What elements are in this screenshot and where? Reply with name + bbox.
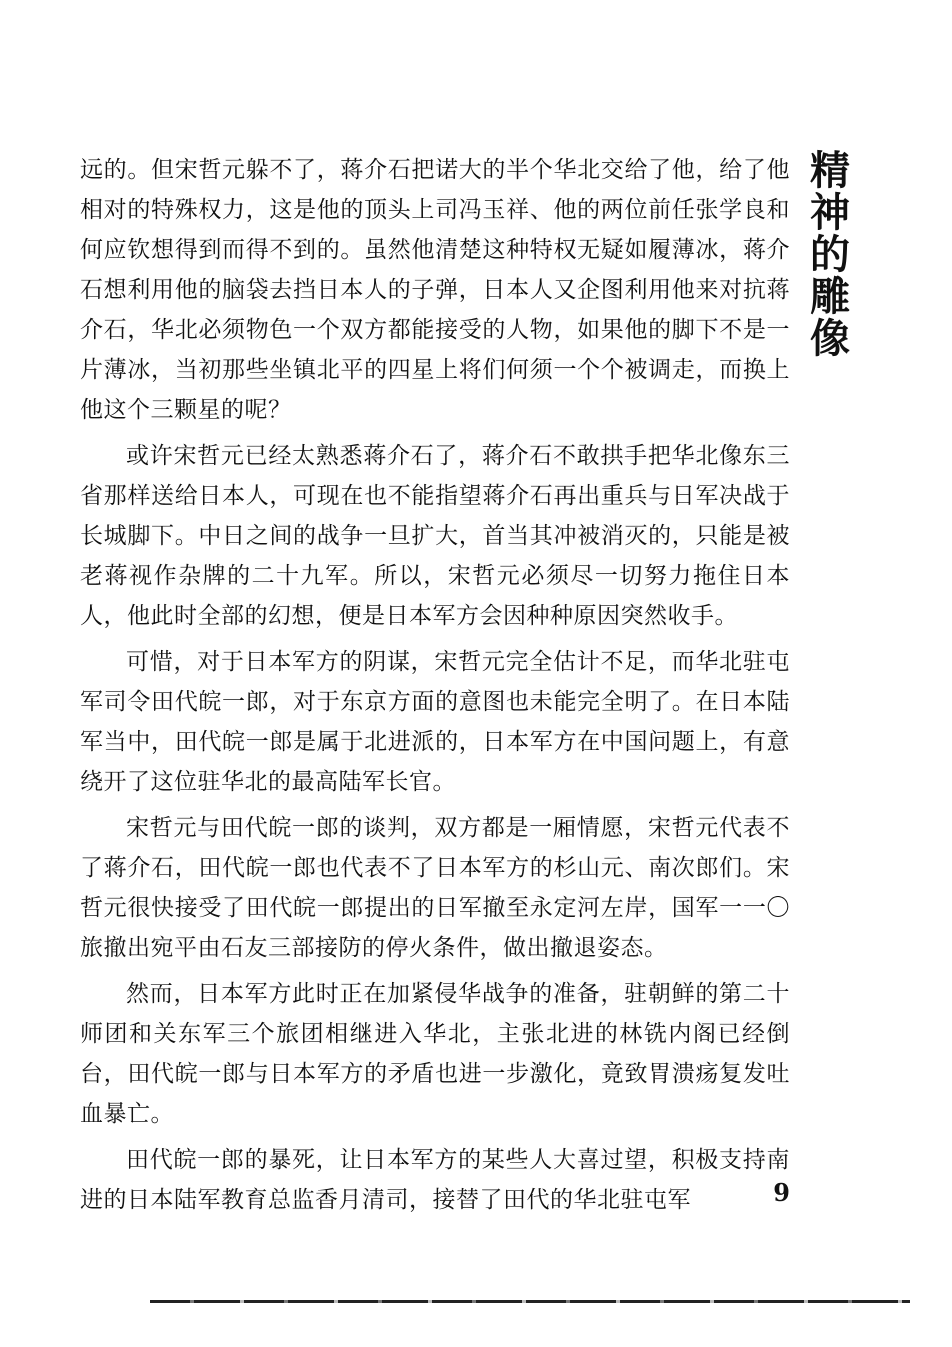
body-text — [80, 150, 790, 1220]
page-number: 9 — [773, 1178, 790, 1207]
paragraph-6: 田代皖一郎的暴死，让日本军方的某些人大喜过望，积极支持南进的日本陆军教育总监香月清司，接替了田代的华北驻屯军 — [80, 1147, 790, 1213]
chapter-side-title: 精神的雕像 — [810, 148, 850, 362]
paragraph-3: 可惜，对于日本军方的阴谋，宋哲元完全估计不足，而华北驻屯军司令田代皖一郎，对于东京方面的意图也未能完全明了。在日本陆军当中，田代皖一郎是属于北进派的，日本军方在中国问题上，有意绕开了这位驻华北的最高陆军长官。 — [80, 649, 790, 795]
paragraph-2: 或许宋哲元已经太熟悉蒋介石了，蒋介石不敢拱手把华北像东三省那样送给日本人，可现在也不能指望蒋介石再出重兵与日军决战于长城脚下。中日之间的战争一旦扩大，首当其冲被消灭的，只能是被老蒋视作杂牌的二十九军。所以，宋哲元必须尽一切努力拖住日本人，他此时全部的幻想，便是日本军方会因种种原因突然收手。 — [80, 443, 790, 629]
paragraph-5: 然而，日本军方此时正在加紧侵华战争的准备，驻朝鲜的第二十师团和关东军三个旅团相继进入华北，主张北进的林铣内阁已经倒台，田代皖一郎与日本军方的矛盾也进一步激化，竟致胃溃疡复发吐血暴亡。 — [80, 981, 790, 1127]
paragraph-1: 远的。但宋哲元躲不了，蒋介石把诺大的半个华北交给了他，给了他相对的特殊权力，这是他的顶头上司冯玉祥、他的两位前任张学良和何应钦想得到而得不到的。虽然他清楚这种特权无疑如履薄冰，蒋介石想利用他的脑袋去挡日本人的子弹，日本人又企图利用他来对抗蒋介石，华北必须物色一个双方都能接受的人物，如果他的脚下不是一片薄冰，当初那些坐镇北平的四星上将们何须一个个被调走，而换上他这个三颗星的呢？ — [80, 157, 790, 423]
paragraph-4: 宋哲元与田代皖一郎的谈判，双方都是一厢情愿，宋哲元代表不了蒋介石，田代皖一郎也代表不了日本军方的杉山元、南次郎们。宋哲元很快接受了田代皖一郎提出的日军撤至永定河左岸，国军一一〇旅撤出宛平由石友三部接防的停火条件，做出撤退姿态。 — [80, 815, 790, 961]
footer-rule — [150, 1300, 910, 1303]
